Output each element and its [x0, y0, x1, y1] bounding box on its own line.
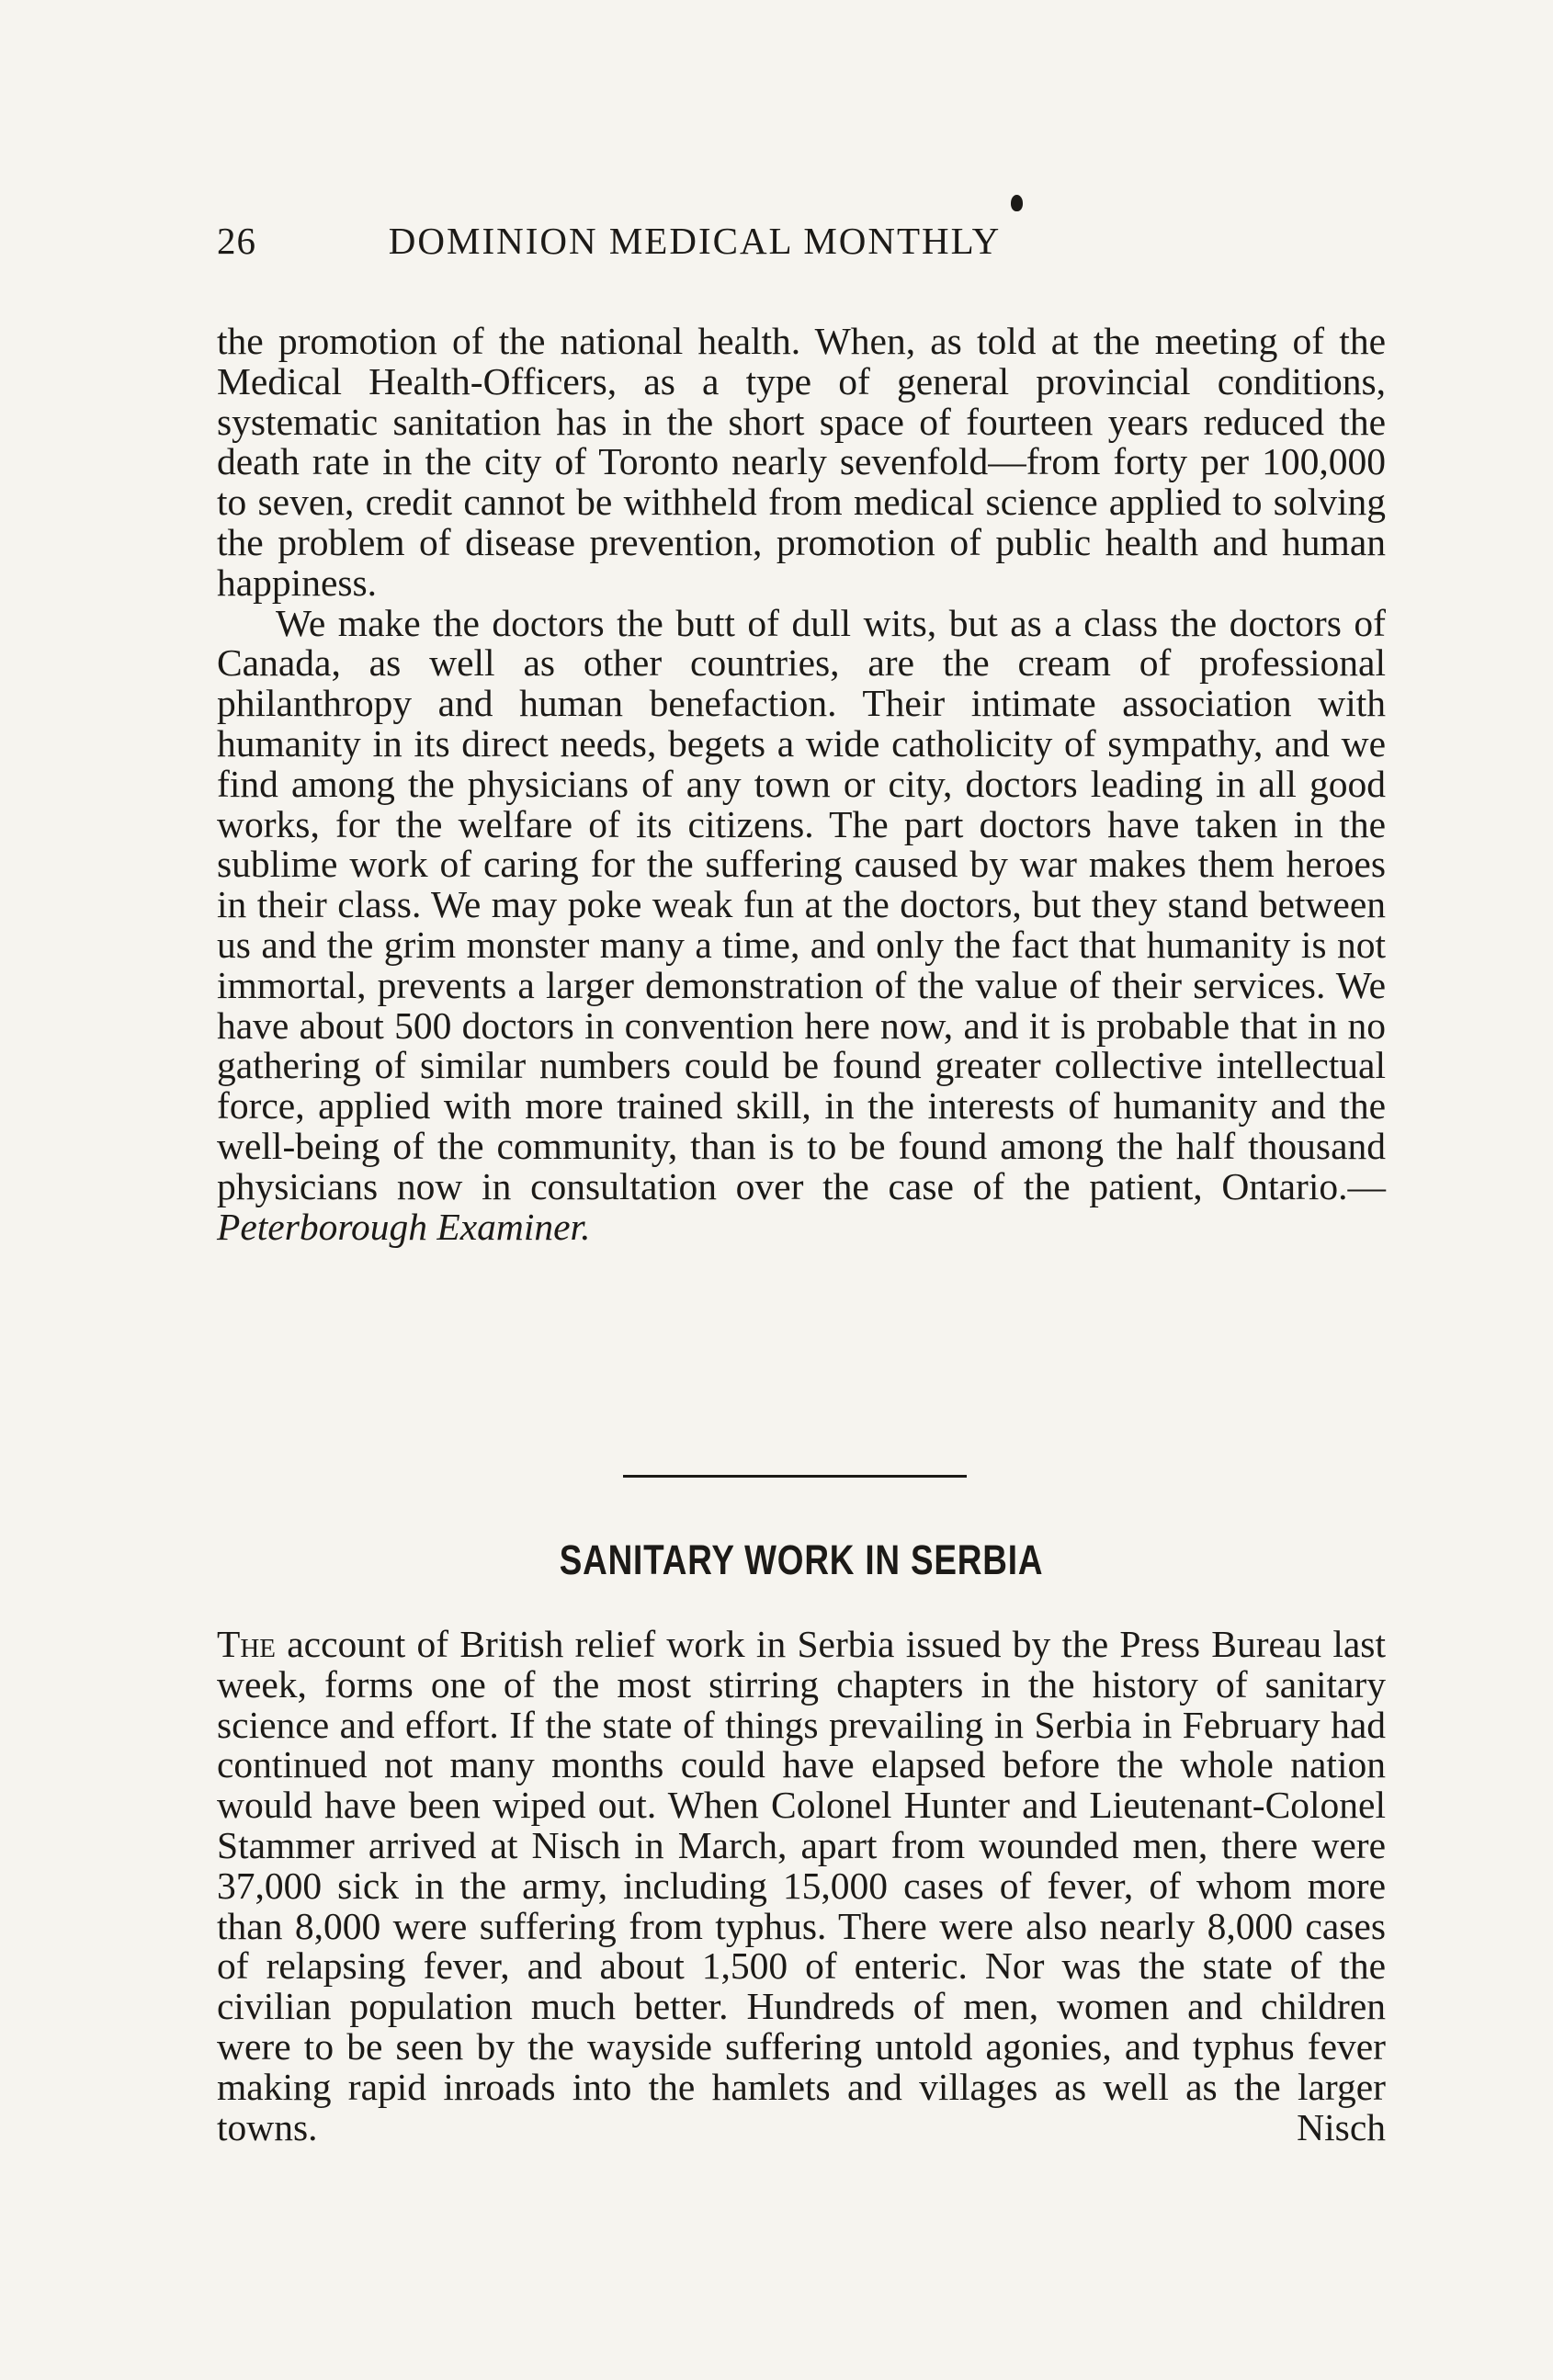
page-number: 26 — [217, 220, 256, 262]
source-citation: Peterborough Examiner. — [217, 1205, 591, 1248]
section-divider — [623, 1475, 967, 1478]
article-continuation — [217, 322, 1386, 1247]
paragraph-text: account of British relief work in Serbia issued by the Press Bureau last week, forms one of the most stirring chapters in the history of sanitary science and effort. If the state of things prevailing in Serbia in February had continued not many months could have elapsed before the whole nation would have been wiped out. When Colonel Hunter and Lieutenant-Colonel Stammer arrived at Nisch in March, apart from wounded men, there were 37,000 sick in the army, including 15,000 cases of fever, of whom more than 8,000 were suffering from typhus. There were also nearly 8,000 cases of relapsing fever, and about 1,500 of enteric. Nor was the state of the civilian population much better. Hundreds of men, women and children were to be seen by the wayside suffering untold agonies, and typhus fever making rapid inroads into the hamlets and villages as well as the larger towns. Nisch — [217, 1623, 1386, 2148]
paragraph: the promotion of the national health. When, as told at the meeting of the Medical Health-Officers, as a type of general provincial conditions, systematic sanitation has in the short space of fourteen years reduced the death rate in the city of Toronto nearly sevenfold—from forty per 100,000 to seven, credit cannot be withheld from medical science applied to solving the problem of disease prevention, promotion of public health and human happiness. — [217, 320, 1386, 604]
ink-mark — [1011, 195, 1023, 211]
paragraph-text: We make the doctors the butt of dull wits, but as a class the doctors of Canada, as well as other countries, are the cream of professional philanthropy and human benefaction. Their intimate association with humanity in its direct needs, begets a wide catholicity of sympathy, and we find among the physicians of any town or city, doctors leading in all good works, for the welfare of its citizens. The part doctors have taken in the sublime work of caring for the suffering caused by war makes them heroes in their class. We may poke weak fun at the doctors, but they stand between us and the grim monster many a time, and only the fact that humanity is not immortal, prevents a larger demonstration of the value of their services. We have about 500 doctors in convention here now, and it is probable that in no gathering of similar numbers could be found greater collective intellectual force, applied with more trained skill, in the interests of humanity and the well-being of the community, than is to be found among the half thousand physicians now in consultation over the case of the patient, Ontario.— — [217, 601, 1386, 1207]
page-header — [217, 219, 1173, 274]
paragraph — [217, 601, 1386, 1248]
running-title: DOMINION MEDICAL MONTHLY — [388, 220, 1002, 262]
section-heading: SANITARY WORK IN SERBIA — [559, 1536, 1044, 1583]
article-body — [217, 1625, 1386, 2148]
paragraph — [217, 1625, 1386, 2148]
lead-word: The — [217, 1623, 277, 1665]
